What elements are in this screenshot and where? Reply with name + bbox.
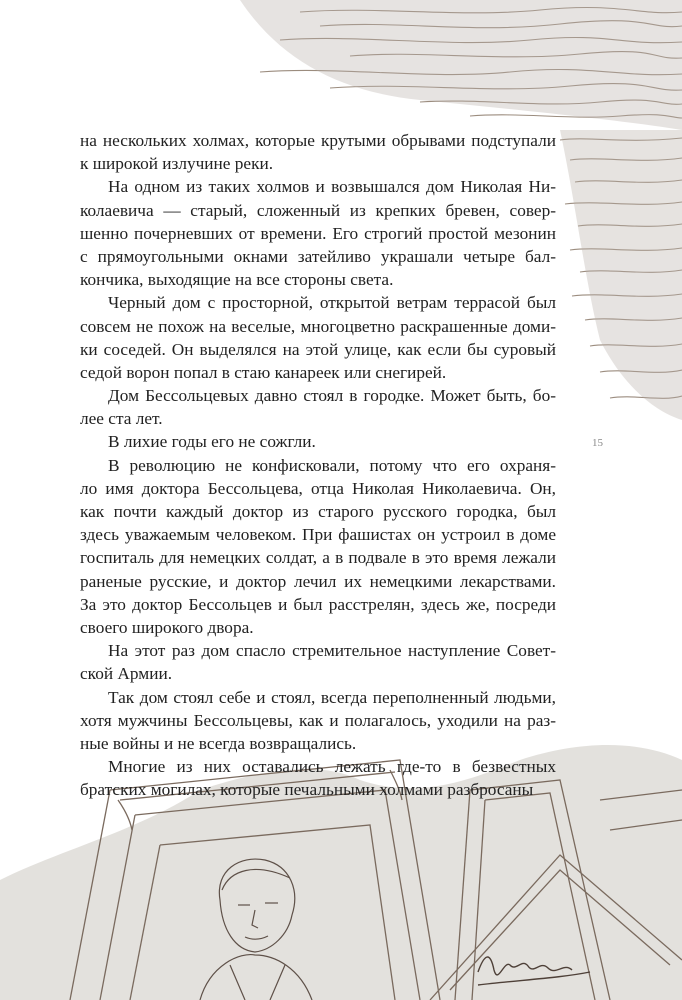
text-line: Черный дом с просторной, открытой ветрам террасой был bbox=[108, 293, 556, 313]
text-line: В лихие годы его не сожгли. bbox=[108, 432, 316, 452]
text-line: ской Армии. bbox=[80, 664, 173, 684]
text-line: седой ворон попал в стаю канареек или снегирей. bbox=[80, 362, 447, 382]
text-line: госпиталь для немецких солдат, а в подвале в это время лежали bbox=[80, 548, 556, 568]
text-line: В революцию не конфисковали, потому что его охраня- bbox=[108, 455, 556, 475]
text-line: Так дом стоял себе и стоял, всегда переполненный людьми, bbox=[108, 687, 556, 707]
text-line: братских могилах, которые печальными холмами разбросаны bbox=[80, 780, 534, 800]
text-line: шенно почерневших от времени. Его строгий простой мезонин bbox=[80, 223, 556, 243]
body-text bbox=[80, 129, 556, 801]
text-line: как почти каждый доктор из старого русского городка, был bbox=[80, 502, 556, 521]
text-line: совсем не похож на веселые, многоцветно раскрашенные доми- bbox=[80, 316, 556, 336]
page-number: 15 bbox=[592, 437, 603, 449]
text-line: ные войны и не всегда возвращались. bbox=[80, 733, 357, 753]
text-line: На одном из таких холмов и возвышался дом Николая Ни- bbox=[108, 177, 556, 197]
text-line: с прямоугольными окнами затейливо украшали четыре бал- bbox=[80, 246, 556, 266]
text-line: Дом Бессольцевых давно стоял в городке. Может быть, бо- bbox=[108, 386, 556, 406]
text-line: на нескольких холмах, которые крутыми обрывами подступали bbox=[80, 131, 556, 150]
text-line: кончика, выходящие на все стороны света. bbox=[80, 270, 394, 290]
text-line: За это доктор Бессольцев и был расстрелян, здесь же, посреди bbox=[80, 594, 556, 614]
text-line: здесь уважаемым человеком. При фашистах он устроил в доме bbox=[80, 525, 556, 545]
text-line: ло имя доктора Бессольцева, отца Николая Николаевича. Он, bbox=[80, 478, 556, 498]
text-line: своего широкого двора. bbox=[80, 617, 254, 637]
text-line: лее ста лет. bbox=[80, 409, 163, 429]
text-line: Многие из них оставались лежать где-то в безвестных bbox=[108, 757, 556, 777]
text-line: раненые русские, и доктор лечил их немецкими лекарствами. bbox=[80, 571, 556, 591]
text-line: к широкой излучине реки. bbox=[80, 154, 274, 174]
text-line: колаевича — старый, сложенный из крепких бревен, совер- bbox=[80, 200, 556, 220]
text-line: ки соседей. Он выделялся на этой улице, как если бы суровый bbox=[80, 339, 556, 359]
text-line: хотя мужчины Бессольцевы, как и полагалось, уходили на раз- bbox=[80, 710, 556, 730]
text-line: На этот раз дом спасло стремительное наступление Совет- bbox=[108, 641, 556, 661]
